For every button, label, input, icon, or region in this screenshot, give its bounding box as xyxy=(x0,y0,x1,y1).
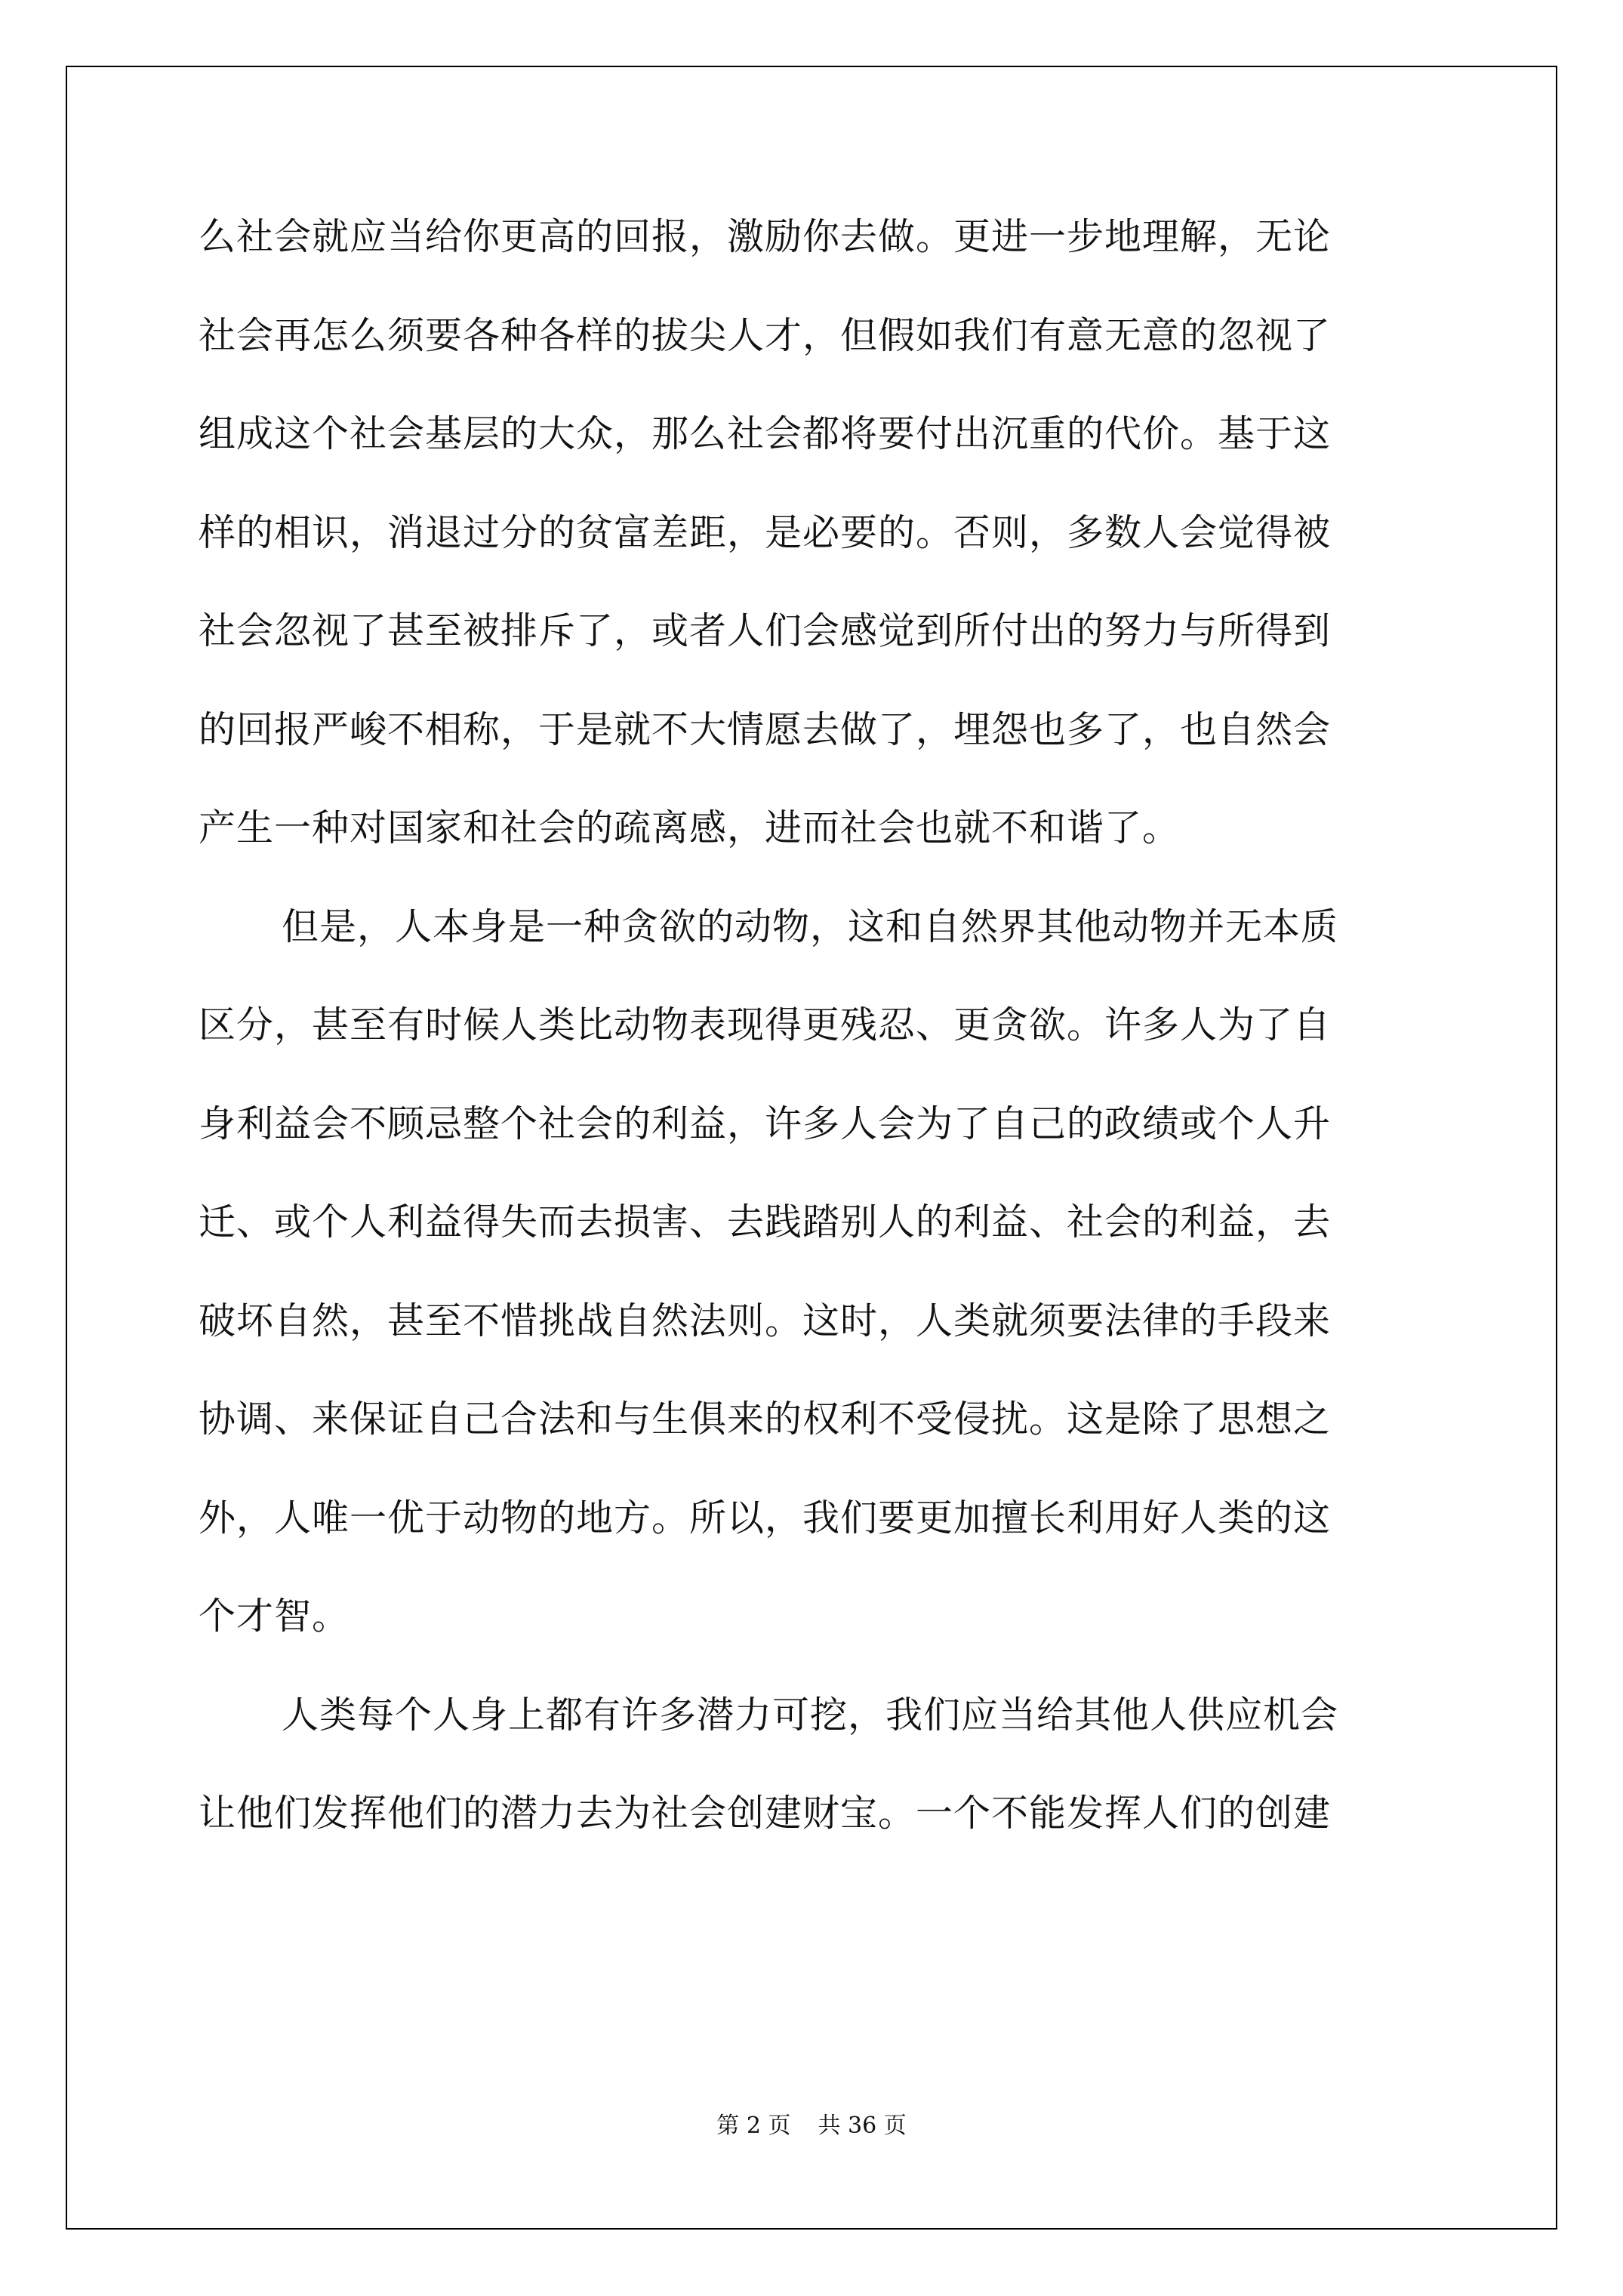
text-line: 产生一种对国家和社会的疏离感，进而社会也就不和谐了。 xyxy=(199,806,1181,849)
paragraph-3 xyxy=(199,1666,1452,1863)
text-line: 破坏自然，甚至不惜挑战自然法则。这时，人类就须要法律的手段来 xyxy=(199,1299,1332,1342)
document-body xyxy=(199,188,1452,1863)
text-line: 社会忽视了甚至被排斥了，或者人们会感觉到所付出的努力与所得到 xyxy=(199,609,1332,652)
text-line: 社会再怎么须要各种各样的拔尖人才，但假如我们有意无意的忽视了 xyxy=(199,313,1332,357)
paragraph-2 xyxy=(199,878,1452,1666)
text-line: 但是，人本身是一种贪欲的动物，这和自然界其他动物并无本质 xyxy=(282,905,1339,948)
page-footer xyxy=(0,2106,1623,2140)
text-line: 迁、或个人利益得失而去损害、去践踏别人的利益、社会的利益，去 xyxy=(199,1200,1332,1244)
text-line: 组成这个社会基层的大众，那么社会都将要付出沉重的代价。基于这 xyxy=(199,412,1332,455)
text-line: 的回报严峻不相称，于是就不大情愿去做了，埋怨也多了，也自然会 xyxy=(199,707,1332,751)
text-line: 区分，甚至有时候人类比动物表现得更残忍、更贪欲。许多人为了自 xyxy=(199,1003,1332,1046)
paragraph-1 xyxy=(199,188,1452,878)
text-line: 协调、来保证自己合法和与生俱来的权利不受侵扰。这是除了思想之 xyxy=(199,1398,1332,1441)
text-line: 外，人唯一优于动物的地方。所以，我们要更加擅长利用好人类的这 xyxy=(199,1496,1332,1539)
text-line: 让他们发挥他们的潜力去为社会创建财宝。一个不能发挥人们的创建 xyxy=(199,1792,1332,1835)
text-line: 个才智。 xyxy=(199,1595,350,1638)
text-line: 身利益会不顾忌整个社会的利益，许多人会为了自己的政绩或个人升 xyxy=(199,1102,1332,1145)
page-total: 共 36 页 xyxy=(818,2113,907,2139)
text-line: 人类每个人身上都有许多潜力可挖，我们应当给其他人供应机会 xyxy=(282,1693,1339,1737)
text-line: 样的相识，消退过分的贫富差距，是必要的。否则，多数人会觉得被 xyxy=(199,510,1332,554)
text-line: 么社会就应当给你更高的回报，激励你去做。更进一步地理解，无论 xyxy=(199,215,1332,258)
page-number: 第 2 页 xyxy=(716,2113,791,2139)
